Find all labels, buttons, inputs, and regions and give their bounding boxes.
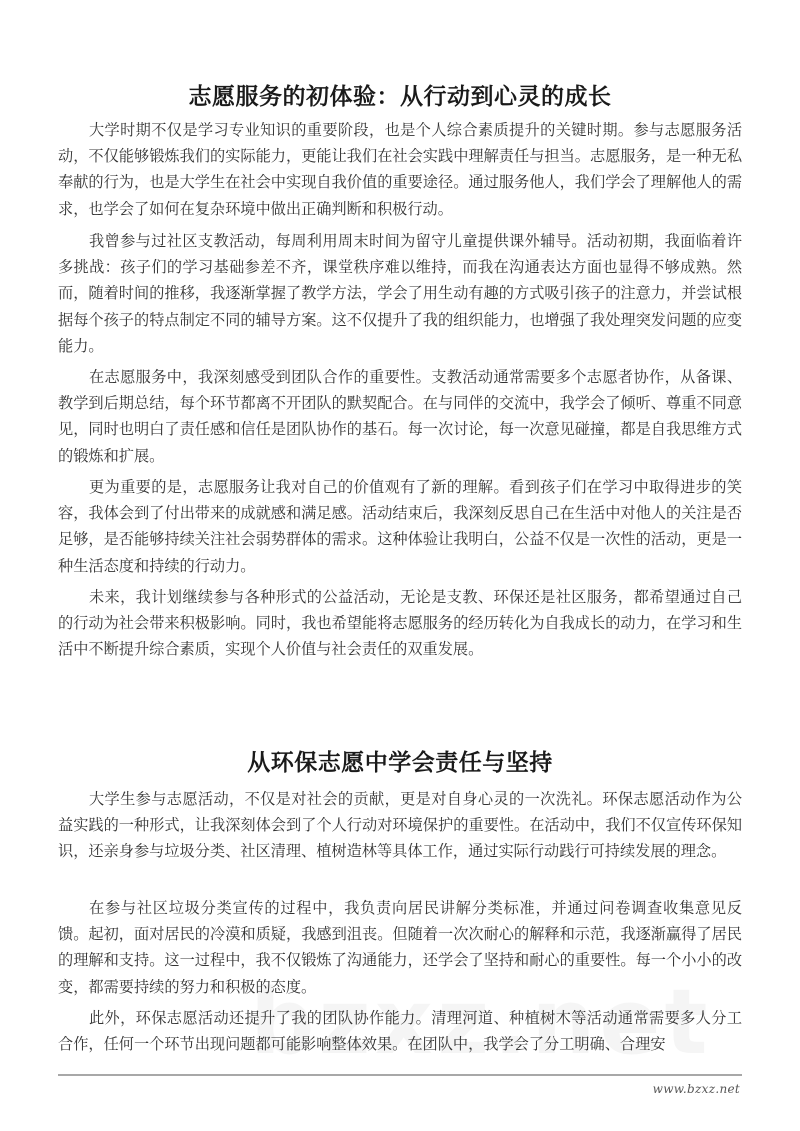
footer-site-link[interactable]: www.bzxz.net [652, 1082, 740, 1096]
section-1-paragraph-5: 未来，我计划继续参与各种形式的公益活动，无论是支教、环保还是社区服务，都希望通过自己的行动为社会带来积极影响。同时，我也希望能将志愿服务的经历转化为自我成长的动力，在学习和生活中不断提升综合素质，实现个人价值与社会责任的双重发展。 [58, 588, 742, 659]
section-2-paragraph-1: 大学生参与志愿活动，不仅是对社会的贡献，更是对自身心灵的一次洗礼。环保志愿活动作为公益实践的一种形式，让我深刻体会到了个人行动对环境保护的重要性。在活动中，我们不仅宣传环保知识，还亲身参与垃圾分类、社区清理、植树造林等具体工作，通过实际行动践行可持续发展的理念。 [58, 790, 742, 861]
section-1-title: 志愿服务的初体验：从行动到心灵的成长 [188, 84, 612, 110]
section-1-paragraph-2: 我曾参与过社区支教活动，每周利用周末时间为留守儿童提供课外辅导。活动初期，我面临着许多挑战：孩子们的学习基础参差不齐，课堂秩序难以维持，而我在沟通表达方面也显得不够成熟。然而，随着时间的推移，我逐渐掌握了教学方法，学会了用生动有趣的方式吸引孩子的注意力，并尝试根据每个孩子的特点制定不同的辅导方案。这不仅提升了我的组织能力，也增强了我处理突发问题的应变能力。 [58, 232, 742, 355]
section-1-paragraph-1: 大学时期不仅是学习专业知识的重要阶段，也是个人综合素质提升的关键时期。参与志愿服务活动，不仅能够锻炼我们的实际能力，更能让我们在社会实践中理解责任与担当。志愿服务，是一种无私奉献的行为，也是大学生在社会中实现自我价值的重要途径。通过服务他人，我们学会了理解他人的需求，也学会了如何在复杂环境中做出正确判断和积极行动。 [58, 121, 742, 218]
section-1-paragraph-4: 更为重要的是，志愿服务让我对自己的价值观有了新的理解。看到孩子们在学习中取得进步的笑容，我体会到了付出带来的成就感和满足感。活动结束后，我深刻反思自己在生活中对他人的关注是否足够，是否能够持续关注社会弱势群体的需求。这种体验让我明白，公益不仅是一次性的活动，更是一种生活态度和持续的行动力。 [58, 478, 742, 575]
section-2-title: 从环保志愿中学会责任与坚持 [247, 750, 553, 776]
section-2-paragraph-3: 此外，环保志愿活动还提升了我的团队协作能力。清理河道、种植树木等活动通常需要多人分工合作，任何一个环节出现问题都可能影响整体效果。在团队中，我学会了分工明确、合理安 [58, 1009, 742, 1054]
section-1-paragraph-3: 在志愿服务中，我深刻感受到团队合作的重要性。支教活动通常需要多个志愿者协作，从备课、教学到后期总结，每个环节都离不开团队的默契配合。在与同伴的交流中，我学会了倾听、尊重不同意见，同时也明白了责任感和信任是团队协作的基石。每一次讨论，每一次意见碰撞，都是自我思维方式的锻炼和扩展。 [58, 368, 742, 465]
section-2-paragraph-2: 在参与社区垃圾分类宣传的过程中，我负责向居民讲解分类标准，并通过问卷调查收集意见反馈。起初，面对居民的冷漠和质疑，我感到沮丧。但随着一次次耐心的解释和示范，我逐渐赢得了居民的理解和支持。这一过程中，我不仅锻炼了沟通能力，还学会了坚持和耐心的重要性。每一个小小的改变，都需要持续的努力和积极的态度。 [58, 899, 742, 996]
footer-divider [58, 1074, 742, 1076]
